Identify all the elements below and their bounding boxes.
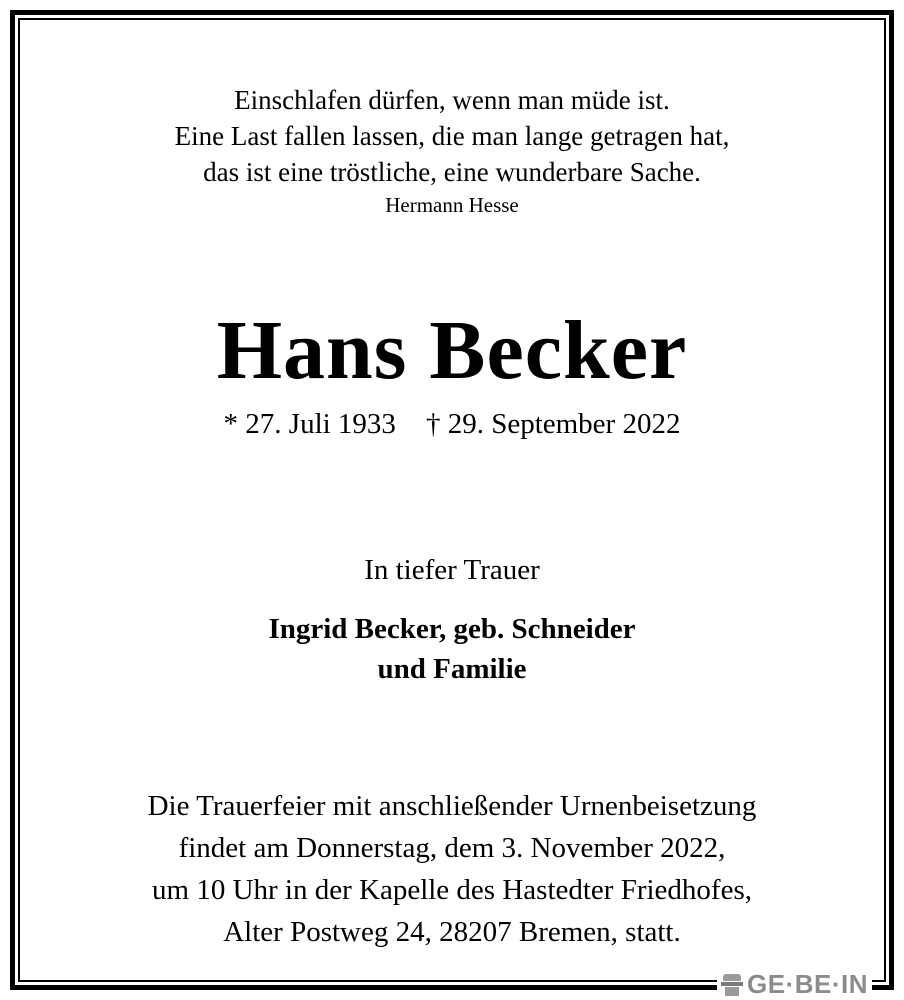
deceased-name: Hans Becker — [216, 304, 688, 397]
ceremony-line-4: Alter Postweg 24, 28207 Bremen, statt. — [223, 916, 681, 948]
ceremony-line-2: findet am Donnerstag, dem 3. November 2022, — [178, 832, 726, 864]
publisher-logo-icon — [721, 972, 743, 996]
mourning-intro: In tiefer Trauer — [364, 554, 540, 586]
quote-line-1: Einschlafen dürfen, wenn man müde ist. — [234, 85, 670, 115]
quote-line-3: das ist eine tröstliche, eine wunderbare Sache. — [203, 157, 701, 187]
mourner-family: und Familie — [377, 653, 527, 685]
publisher-logo-text: GE·BE·IN — [747, 969, 868, 999]
life-dates — [0, 408, 904, 441]
birth-date: * 27. Juli 1933 — [223, 408, 396, 440]
publisher-logo — [717, 970, 872, 998]
ceremony-line-3: um 10 Uhr in der Kapelle des Hastedter Friedhofes, — [152, 874, 752, 906]
mourner-name: Ingrid Becker, geb. Schneider — [268, 613, 636, 645]
quote-author: Hermann Hesse — [385, 193, 519, 217]
quote-line-2: Eine Last fallen lassen, die man lange getragen hat, — [174, 121, 730, 151]
death-date: † 29. September 2022 — [425, 408, 681, 440]
ceremony-line-1: Die Trauerfeier mit anschließender Urnenbeisetzung — [147, 790, 757, 822]
